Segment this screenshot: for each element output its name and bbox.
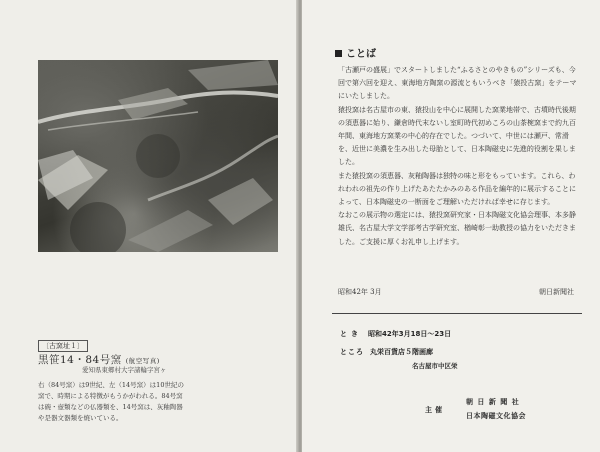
- essay: [338, 64, 578, 249]
- essay-paragraph: また猿投窯の須恵器、灰釉陶器は独特の味と形をもっています。これら、われわれの祖先の作り上げたあたたかみのある作品を編年的に展示することによって、日本陶磁史の一断面をご理解いただければ幸せに存じます。: [338, 171, 576, 207]
- tokoro-value: 丸栄百貨店５階画廊: [370, 348, 433, 356]
- essay-paragraph: なおこの展示物の選定には、猿投窯研究家・日本陶磁文化協会理事、本多静雄氏、名古屋大学文学部考古学研究室、楢崎彰一助教授の協力をいただきました。ご支援に厚くお礼申し上げます。: [338, 211, 576, 246]
- toki-label: とき: [340, 330, 362, 338]
- sponsor-asahi: 朝 日 新 聞 社: [466, 398, 520, 406]
- date-signature: [338, 287, 578, 297]
- kotoba-heading: [335, 45, 376, 60]
- toki-row: [340, 329, 451, 339]
- essay-paragraph: 猿投窯は名古屋市の東、猿投山を中心に展開した窯業地帯で、古墳時代後期の須恵器に始り、鎌倉時代末ないし室町時代初めころの山茶椀窯まで約九百年間、東海地方窯業の中心的存在でした。つづいて、中世には瀬戸、常滑を、近世に美濃を生み出した母胎として、日本陶磁史に先進的役割を果しました。: [338, 105, 576, 167]
- tokoro-label: ところ: [340, 348, 364, 356]
- sponsor-ceramic-assoc: 日本陶磁文化協会: [466, 412, 526, 420]
- caption-tag: 〔古窯址１〕: [38, 340, 88, 352]
- caption-note: (航空写真): [125, 357, 160, 365]
- kotoba-heading-text: ことば: [346, 49, 376, 60]
- caption-title-text: 黒笹14・84号窯: [38, 354, 122, 366]
- square-bullet-icon: [335, 50, 342, 57]
- essay-date: 昭和42年 3月: [338, 288, 382, 296]
- tokoro-row: [340, 347, 433, 357]
- divider: [332, 313, 582, 314]
- aerial-photo: [38, 60, 278, 252]
- caption-text: 右（84号窯）は9世紀、左（14号窯）は10世紀の窯で、時期による特徴がもうかがわれる。84号窯は碗・壺類などの仏器類を、14号窯は、灰釉陶器や是器文器類を焼いている。: [38, 381, 184, 422]
- toki-value: 昭和42年3月18日〜23日: [368, 330, 452, 338]
- essay-paragraph: 「古瀬戸の盛展」でスタートしました“ふるさとのやきもの”シリーズも、今回で第六回を迎え、東海地方陶窯の源流ともいうべき「猿投古窯」をテーマにいたしました。: [338, 66, 577, 101]
- caption-location: 愛知県東郷村大字諸輪字宮ヶ: [82, 366, 167, 374]
- left-page: [0, 0, 298, 452]
- essay-signature: 朝日新聞社: [539, 288, 574, 296]
- sponsor-label: 主催: [425, 406, 445, 414]
- venue-address: 名古屋市中区栄: [412, 362, 458, 370]
